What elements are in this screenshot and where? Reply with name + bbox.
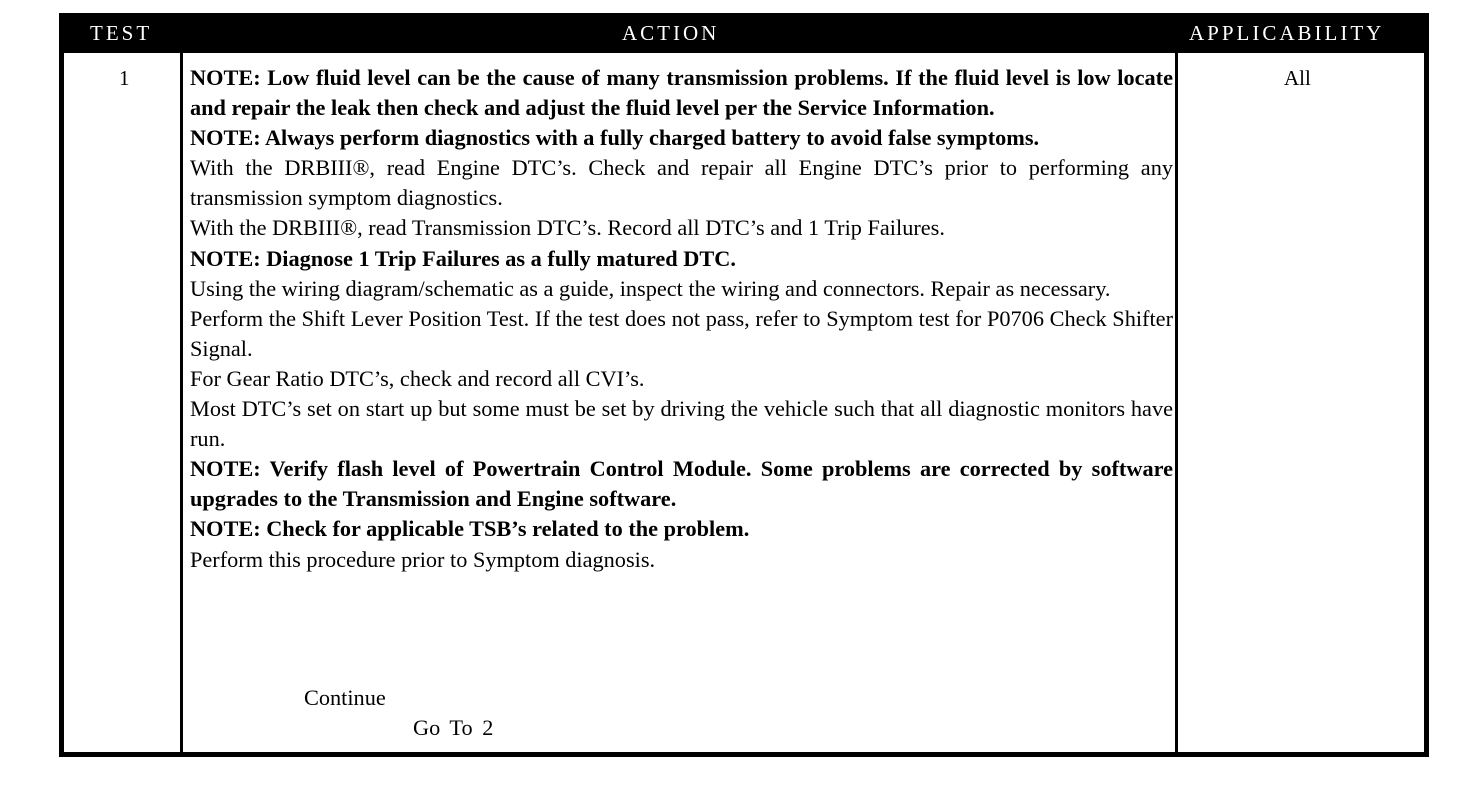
goto-target: 2: [482, 715, 494, 740]
action-line: NOTE: Diagnose 1 Trip Failures as a fully matured DTC.: [190, 245, 736, 271]
action-text: [190, 63, 1173, 575]
action-line: For Gear Ratio DTC’s, check and record all CVI’s.: [190, 365, 645, 391]
action-line: Perform the Shift Lever Position Test. If the test does not pass, refer to Symptom test for P0706 Check Shifter Signal.: [190, 305, 1173, 361]
diagnostic-table: [59, 13, 1429, 757]
action-line: Using the wiring diagram/schematic as a guide, inspect the wiring and connectors. Repair as necessary.: [190, 275, 1111, 301]
header-test: TEST: [90, 21, 153, 45]
action-line: Most DTC’s set on start up but some must be set by driving the vehicle such that all diagnostic monitors have run.: [190, 396, 1173, 452]
goto-label: Go To: [413, 715, 473, 740]
action-line: Perform this procedure prior to Symptom diagnosis.: [190, 546, 656, 572]
table-header: [59, 13, 1429, 53]
action-line: With the DRBIII®, read Engine DTC’s. Check and repair all Engine DTC’s prior to performing any transmission symptom diagnostics.: [190, 155, 1173, 211]
applicability-value: All: [1284, 66, 1311, 90]
action-line: NOTE: Always perform diagnostics with a fully charged battery to avoid false symptoms.: [190, 125, 1040, 151]
goto-reference: [413, 715, 493, 741]
action-line: NOTE: Check for applicable TSB’s related to the problem.: [190, 516, 750, 542]
column-divider-action: [1175, 53, 1178, 752]
header-applicability: APPLICABILITY: [1189, 21, 1385, 45]
action-line: NOTE: Verify flash level of Powertrain Control Module. Some problems are corrected by software upgrades to the Transmission and Engine software.: [190, 456, 1173, 512]
result-continue-label: Continue: [304, 685, 386, 710]
column-divider-test: [180, 53, 183, 752]
action-line: With the DRBIII®, read Transmission DTC’s. Record all DTC’s and 1 Trip Failures.: [190, 215, 945, 241]
test-number: 1: [119, 66, 130, 90]
header-action: ACTION: [622, 21, 720, 45]
action-line: NOTE: Low fluid level can be the cause of many transmission problems. If the fluid level is low locate and repair the leak then check and adjust the fluid level per the Service Information.: [190, 65, 1173, 121]
